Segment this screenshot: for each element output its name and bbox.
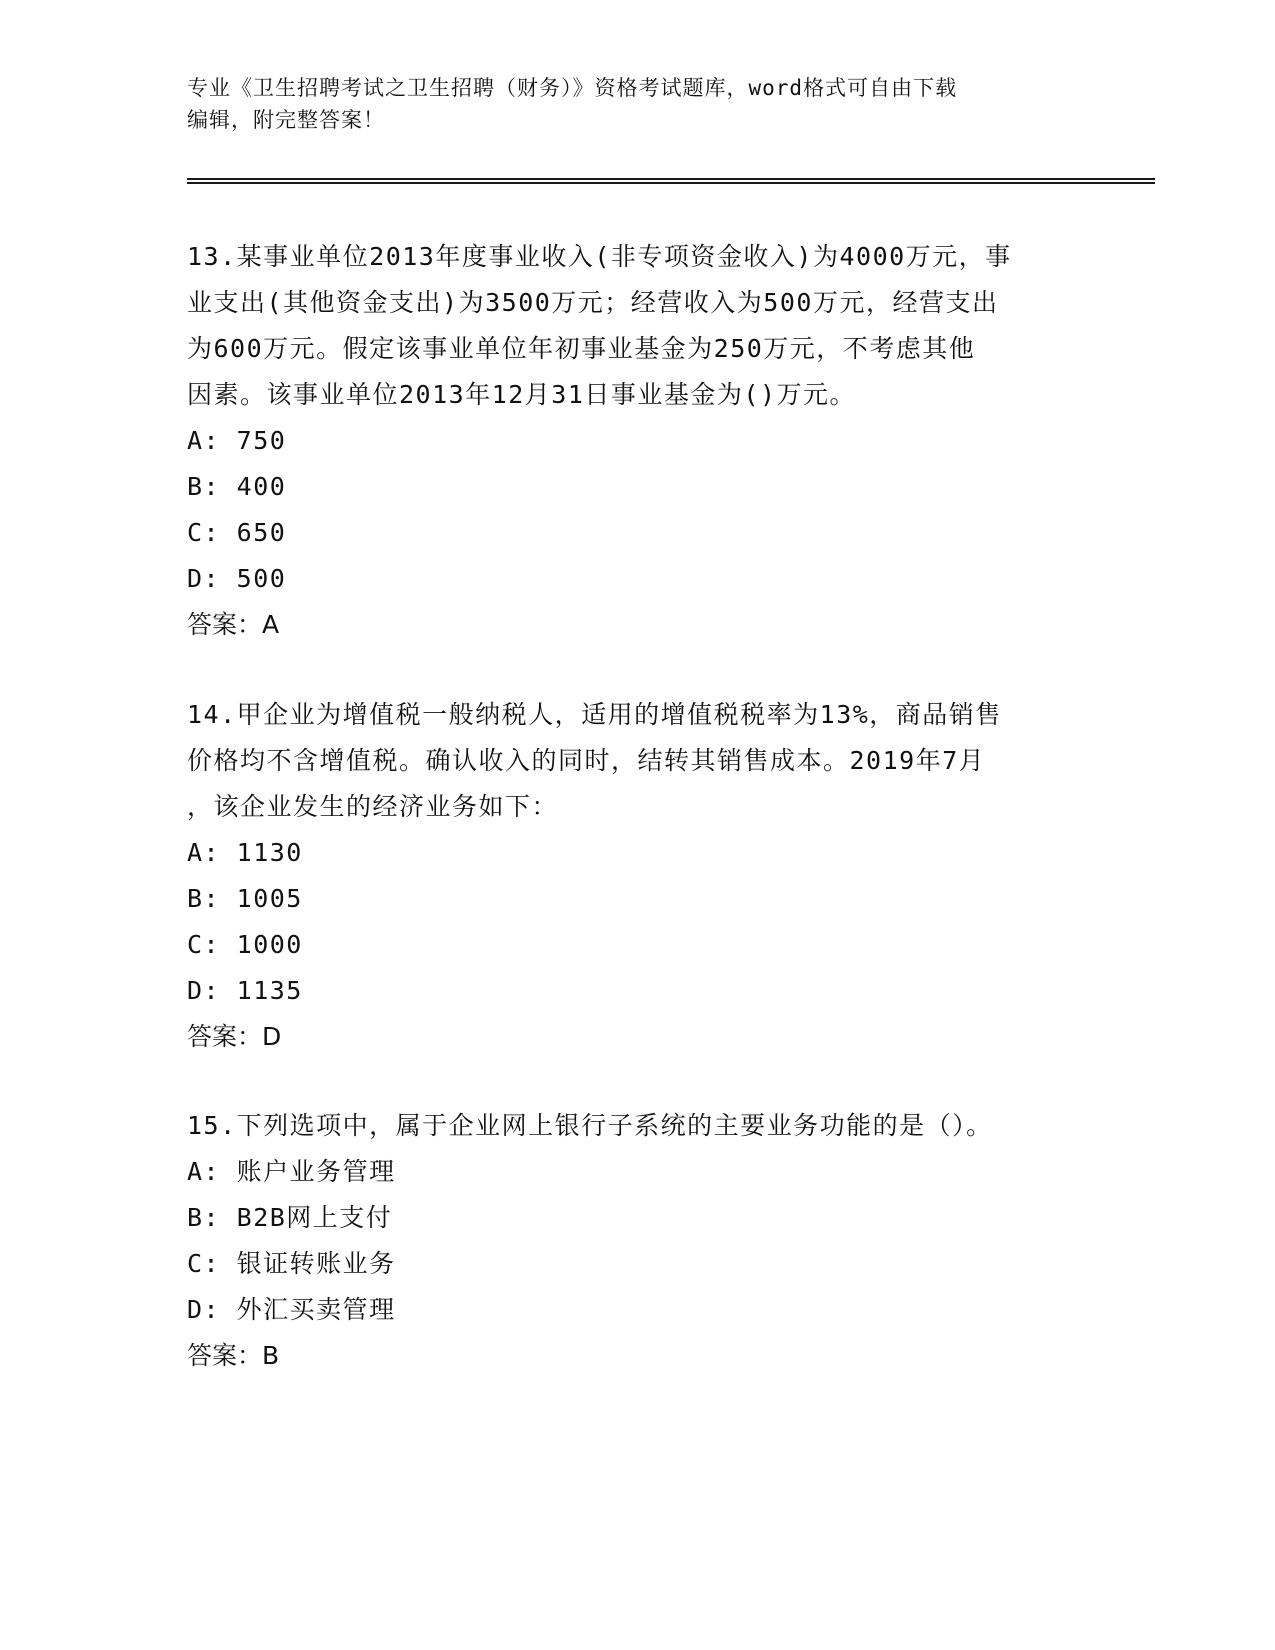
question-stem-line: ，该企业发生的经济业务如下： xyxy=(187,792,559,821)
option-c: C: 1000 xyxy=(187,930,303,959)
answer-label: 答案：D xyxy=(187,1022,282,1051)
header-divider-bottom xyxy=(187,182,1155,184)
question-15 xyxy=(187,1103,1087,1379)
question-stem-line: 为600万元。假定该事业单位年初事业基金为250万元，不考虑其他 xyxy=(187,334,976,363)
document-header xyxy=(187,72,1067,136)
question-stem-line: 14.甲企业为增值税一般纳税人，适用的增值税税率为13%，商品销售 xyxy=(187,700,1002,729)
option-a: A: 750 xyxy=(187,426,287,455)
question-stem-line: 15.下列选项中，属于企业网上银行子系统的主要业务功能的是（）。 xyxy=(187,1111,993,1140)
option-b: B: 400 xyxy=(187,472,287,501)
option-b: B: B2B网上支付 xyxy=(187,1203,393,1232)
header-line-2: 编辑，附完整答案！ xyxy=(187,108,385,132)
option-d: D: 500 xyxy=(187,564,287,593)
question-13 xyxy=(187,234,1087,648)
option-c: C: 银证转账业务 xyxy=(187,1249,396,1278)
question-stem-line: 业支出(其他资金支出)为3500万元；经营收入为500万元，经营支出 xyxy=(187,288,999,317)
answer-label: 答案：B xyxy=(187,1341,280,1370)
option-a: A: 1130 xyxy=(187,838,303,867)
question-stem-line: 因素。该事业单位2013年12月31日事业基金为()万元。 xyxy=(187,380,857,409)
header-divider-top xyxy=(187,178,1155,180)
answer-label: 答案：A xyxy=(187,610,280,639)
header-line-1: 专业《卫生招聘考试之卫生招聘（财务）》资格考试题库，word格式可自由下载 xyxy=(187,76,958,100)
option-a: A: 账户业务管理 xyxy=(187,1157,396,1186)
option-b: B: 1005 xyxy=(187,884,303,913)
option-d: D: 外汇买卖管理 xyxy=(187,1295,396,1324)
option-d: D: 1135 xyxy=(187,976,303,1005)
question-14 xyxy=(187,692,1087,1060)
question-stem-line: 13.某事业单位2013年度事业收入(非专项资金收入)为4000万元，事 xyxy=(187,242,1012,271)
option-c: C: 650 xyxy=(187,518,287,547)
question-stem-line: 价格均不含增值税。确认收入的同时，结转其销售成本。2019年7月 xyxy=(187,746,986,775)
